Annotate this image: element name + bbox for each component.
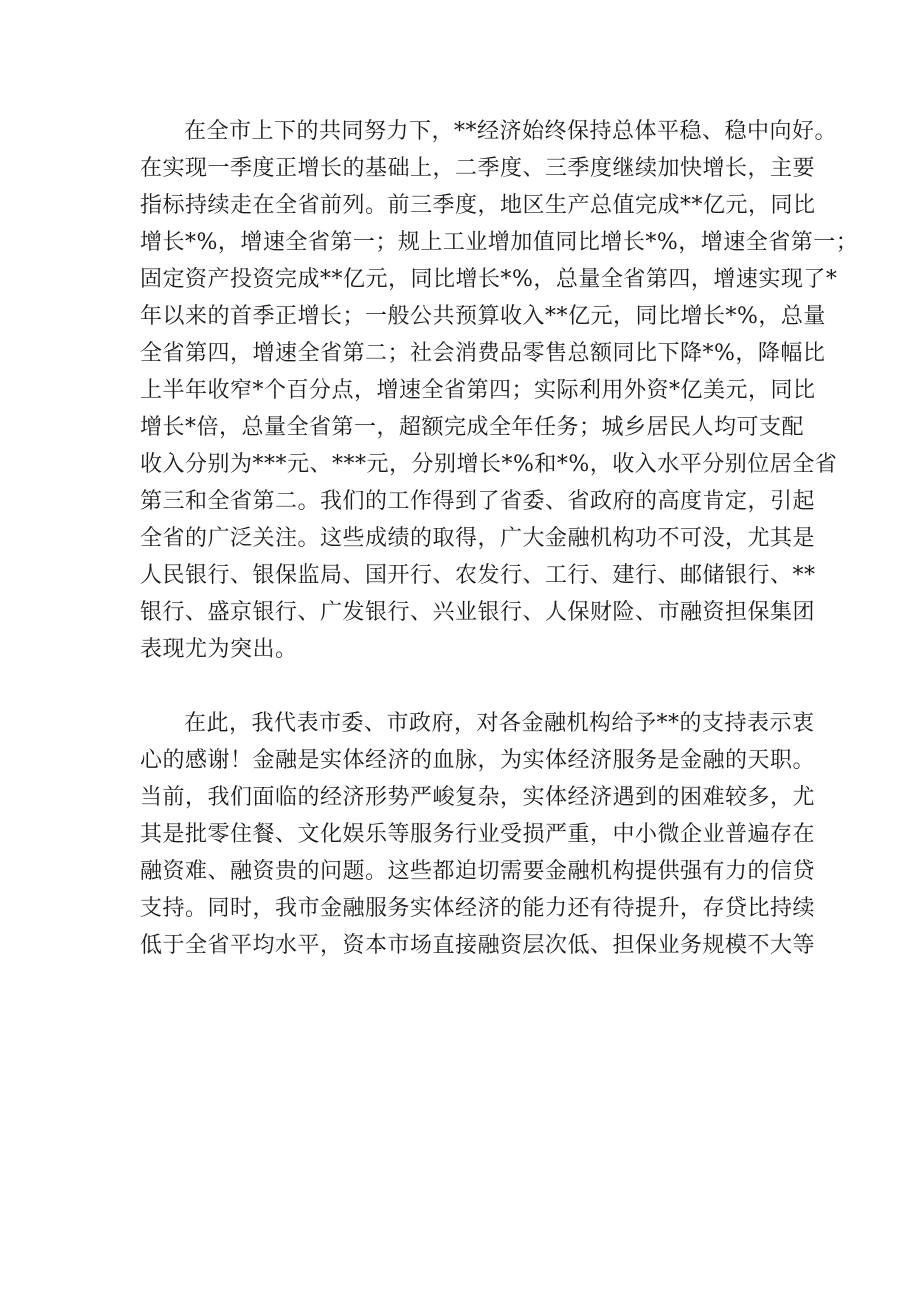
text-line: 收入分别为***元、***元，分别增长*%和*%，收入水平分别位居全省 xyxy=(140,452,838,477)
text-line: 增长*倍，总量全省第一，超额完成全年任务；城乡居民人均可支配 xyxy=(140,415,805,440)
text-line: 年以来的首季正增长；一般公共预算收入**亿元，同比增长*%，总量 xyxy=(140,304,826,329)
text-line: 在此，我代表市委、市政府，对各金融机构给予**的支持表示衷 xyxy=(184,711,815,736)
paragraph-1 xyxy=(140,113,859,668)
text-line: 支持。同时，我市金融服务实体经济的能力还有待提升，存贷比持续 xyxy=(140,896,816,921)
text-line: 全省第四，增速全省第二；社会消费品零售总额同比下降*%，降幅比 xyxy=(140,341,826,366)
paragraph-spacer xyxy=(140,668,785,705)
text-line: 表现尤为突出。 xyxy=(140,637,298,662)
text-line: 融资难、融资贵的问题。这些都迫切需要金融机构提供强有力的信贷 xyxy=(140,859,816,884)
text-line: 心的感谢！金融是实体经济的血脉，为实体经济服务是金融的天职。 xyxy=(140,748,816,773)
text-line: 其是批零住餐、文化娱乐等服务行业受损严重，中小微企业普遍存在 xyxy=(140,822,816,847)
text-line: 固定资产投资完成**亿元，同比增长*%，总量全省第四，增速实现了* xyxy=(140,267,838,292)
text-line: 在实现一季度正增长的基础上，二季度、三季度继续加快增长，主要 xyxy=(140,156,816,181)
text-line: 低于全省平均水平，资本市场直接融资层次低、担保业务规模不大等 xyxy=(140,933,816,958)
text-line: 上半年收窄*个百分点，增速全省第四；实际利用外资*亿美元，同比 xyxy=(140,378,816,403)
text-line: 银行、盛京银行、广发银行、兴业银行、人保财险、市融资担保集团 xyxy=(140,600,816,625)
text-line: 全省的广泛关注。这些成绩的取得，广大金融机构功不可没，尤其是 xyxy=(140,526,816,551)
text-line: 增长*%，增速全省第一；规上工业增加值同比增长*%，增速全省第一； xyxy=(140,230,859,255)
text-line: 在全市上下的共同努力下，**经济始终保持总体平稳、稳中向好。 xyxy=(184,119,838,144)
text-line: 第三和全省第二。我们的工作得到了省委、省政府的高度肯定，引起 xyxy=(140,489,816,514)
text-line: 人民银行、银保监局、国开行、农发行、工行、建行、邮储银行、** xyxy=(140,563,816,588)
paragraph-2 xyxy=(140,705,816,964)
text-line: 当前，我们面临的经济形势严峻复杂，实体经济遇到的困难较多，尤 xyxy=(140,785,816,810)
text-line: 指标持续走在全省前列。前三季度，地区生产总值完成**亿元，同比 xyxy=(140,193,816,218)
document-body xyxy=(140,113,859,964)
